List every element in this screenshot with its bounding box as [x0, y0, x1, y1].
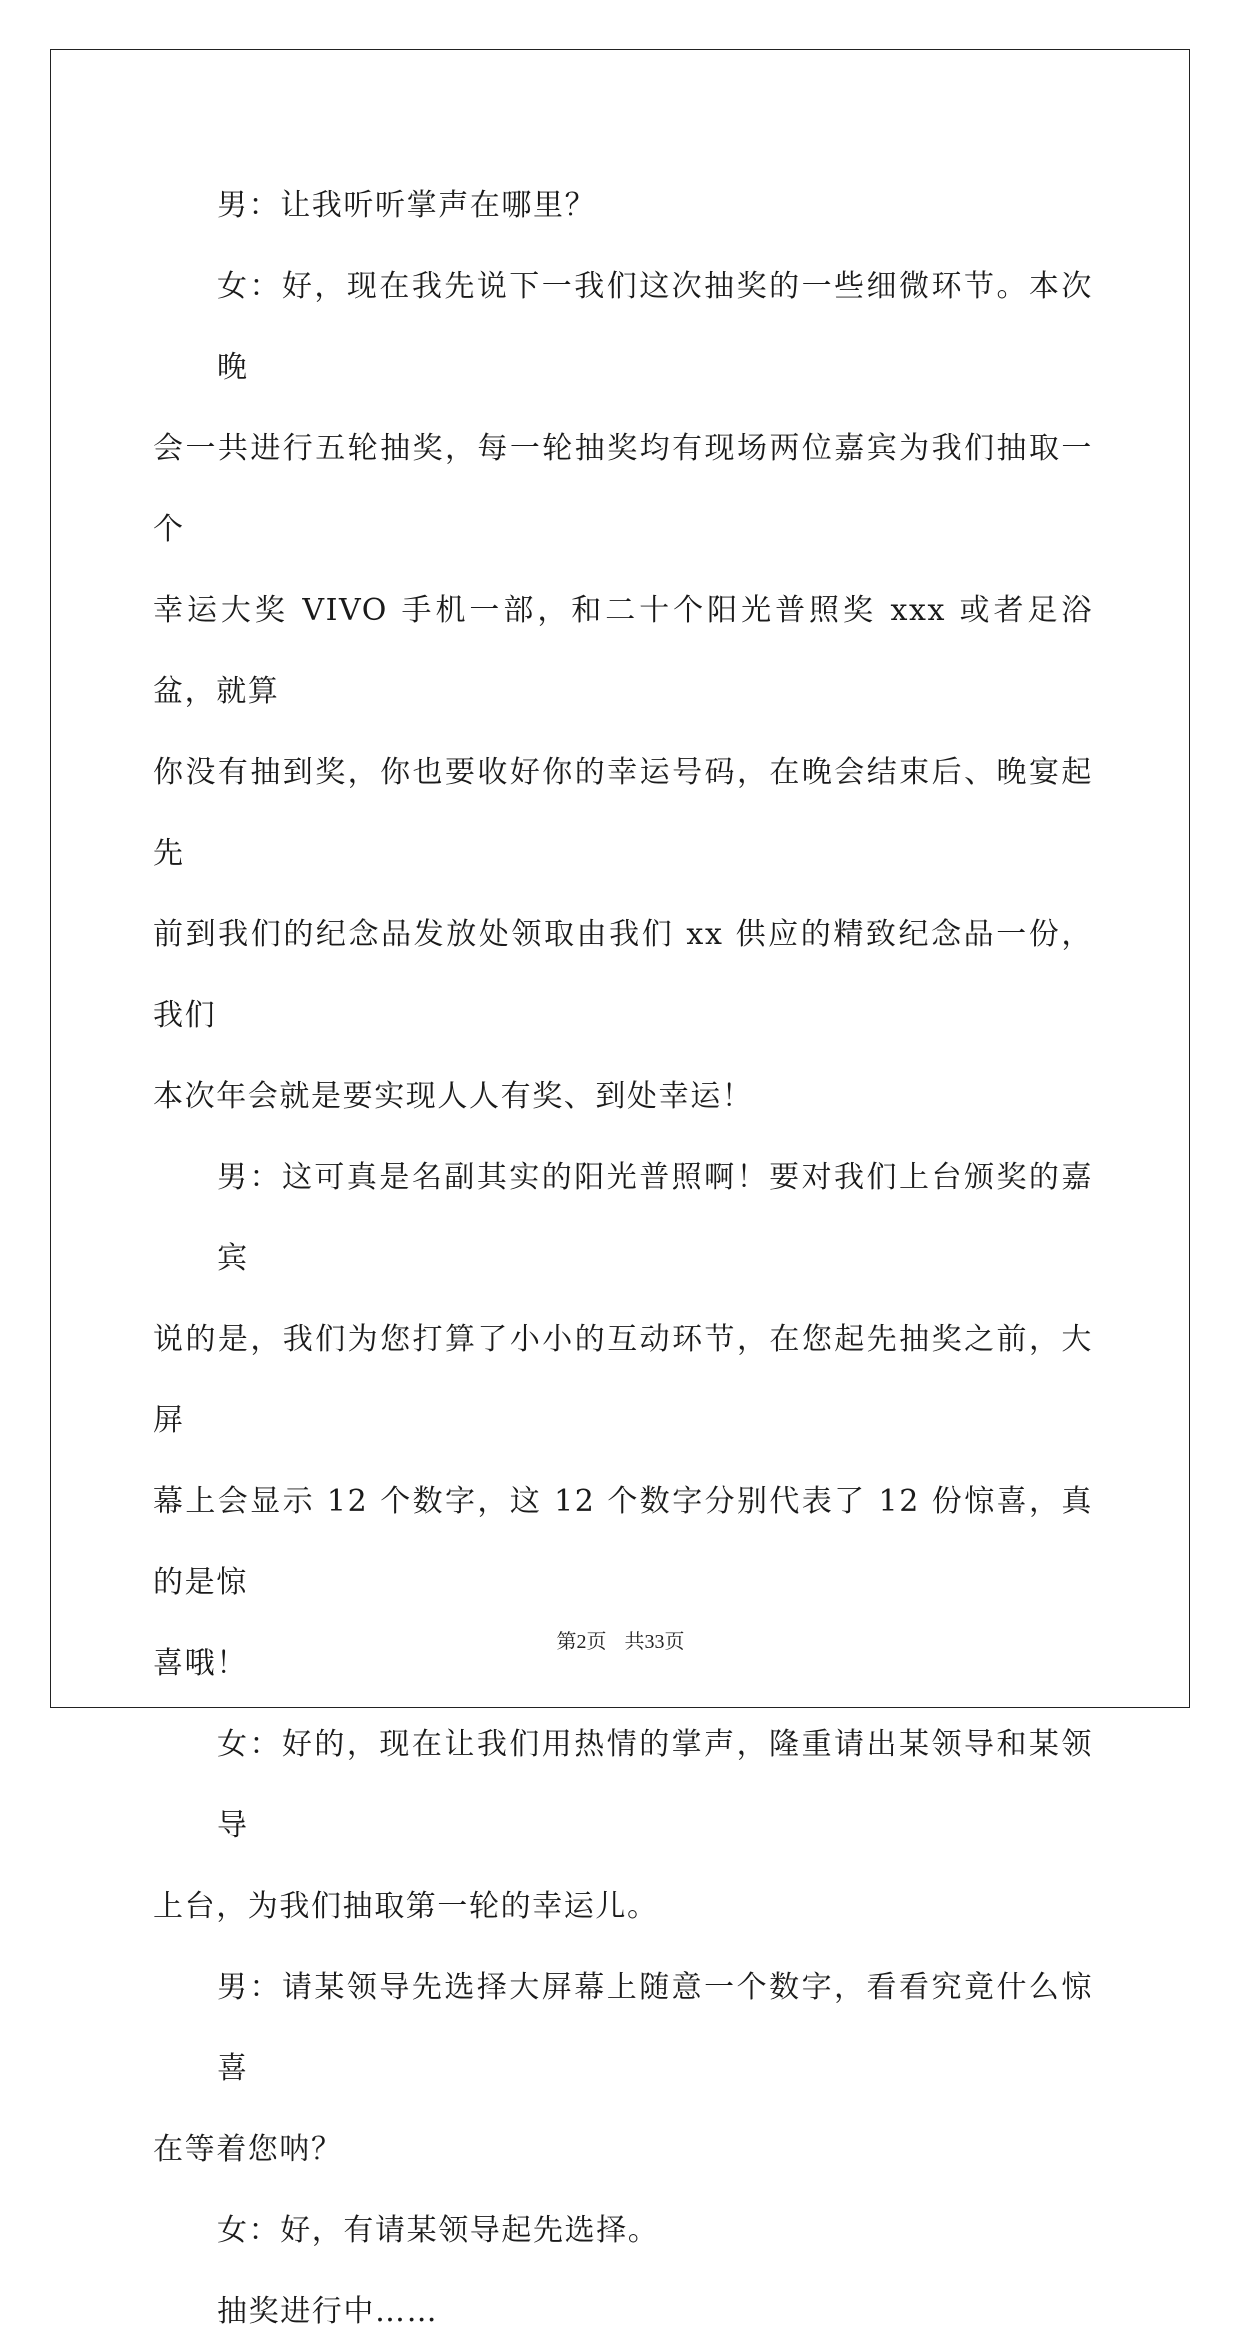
paragraph	[153, 165, 1093, 246]
text-line: 幸运大奖 VIVO 手机一部，和二十个阳光普照奖 xxx 或者足浴盆，就算	[153, 593, 1093, 709]
text-line: 本次年会就是要实现人人有奖、到处幸运！	[153, 1079, 754, 1114]
paragraph	[153, 2271, 1093, 2352]
text-line: 你没有抽到奖，你也要收好你的幸运号码，在晚会结束后、晚宴起先	[153, 755, 1093, 871]
text-line: 女：好，有请某领导起先选择。	[217, 2213, 660, 2248]
text-line: 喜哦！	[153, 1646, 248, 1681]
text-line: 会一共进行五轮抽奖，每一轮抽奖均有现场两位嘉宾为我们抽取一个	[153, 431, 1093, 547]
text-line: 幕上会显示 12 个数字，这 12 个数字分别代表了 12 份惊喜，真的是惊	[153, 1484, 1093, 1600]
paragraph	[153, 1137, 1093, 1704]
paragraph	[153, 1947, 1093, 2190]
text-line: 上台，为我们抽取第一轮的幸运儿。	[153, 1889, 659, 1924]
document-body	[153, 165, 1093, 2352]
paragraph	[153, 1704, 1093, 1947]
text-line: 女：好，现在我先说下一我们这次抽奖的一些细微环节。本次晚	[217, 269, 1093, 385]
paragraph	[153, 2190, 1093, 2271]
text-line: 说的是，我们为您打算了小小的互动环节，在您起先抽奖之前，大屏	[153, 1322, 1093, 1438]
text-line: 男：请某领导先选择大屏幕上随意一个数字，看看究竟什么惊喜	[217, 1970, 1093, 2086]
text-line: 女：好的，现在让我们用热情的掌声，隆重请出某领导和某领导	[217, 1727, 1093, 1843]
text-line: 前到我们的纪念品发放处领取由我们 xx 供应的精致纪念品一份，我们	[153, 917, 1093, 1033]
text-line: 在等着您呐？	[153, 2132, 343, 2167]
paragraph	[153, 246, 1093, 1137]
text-line: 男：让我听听掌声在哪里？	[217, 188, 597, 223]
page-number: 第2页	[556, 1631, 607, 1653]
text-line: 男：这可真是名副其实的阳光普照啊！要对我们上台颁奖的嘉宾	[217, 1160, 1093, 1276]
page-total: 共33页	[624, 1631, 685, 1653]
page-footer	[0, 1625, 1241, 1654]
text-line: 抽奖进行中……	[217, 2294, 439, 2329]
